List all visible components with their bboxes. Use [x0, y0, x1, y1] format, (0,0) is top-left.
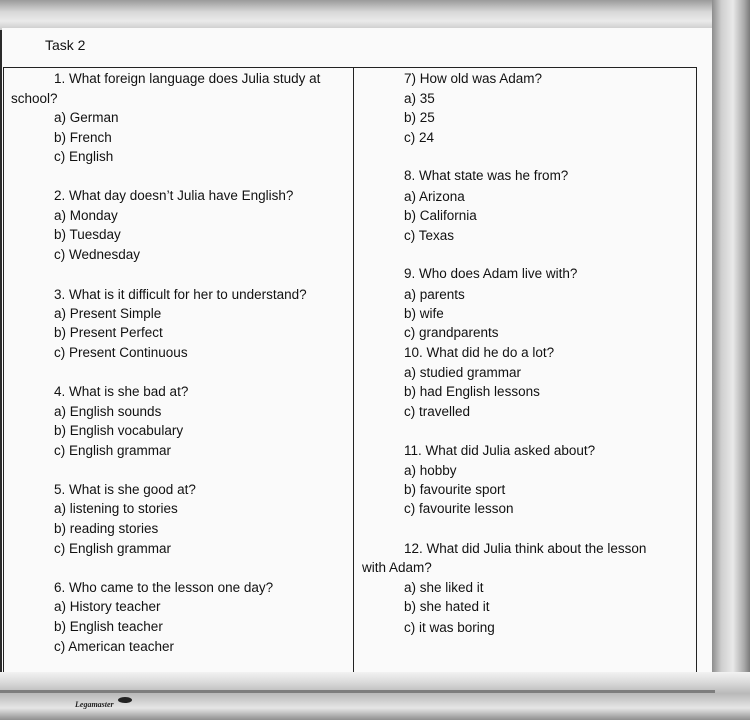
q5-option-b: b) reading stories — [54, 521, 159, 536]
q2-option-b: b) Tuesday — [54, 227, 121, 242]
tray-edge — [0, 690, 715, 693]
q11-option-c: c) favourite lesson — [404, 501, 514, 516]
q4-option-c: c) English grammar — [54, 443, 172, 458]
q5-option-a: a) listening to stories — [54, 501, 178, 516]
q9-option-a: a) parents — [404, 287, 465, 302]
question-9: 9. Who does Adam live with? — [404, 266, 578, 281]
q9-option-c: c) grandparents — [404, 325, 499, 340]
question-5: 5. What is she good at? — [54, 482, 196, 497]
question-8: 8. What state was he from? — [404, 168, 569, 183]
q8-option-a: a) Arizona — [404, 189, 465, 204]
q11-option-b: b) favourite sport — [404, 482, 506, 497]
q1-option-c: c) English — [54, 149, 114, 164]
question-7: 7) How old was Adam? — [404, 71, 543, 86]
question-3: 3. What is it difficult for her to understand? — [54, 287, 307, 302]
whiteboard-tray — [0, 672, 750, 720]
q3-option-a: a) Present Simple — [54, 306, 162, 321]
question-6: 6. Who came to the lesson one day? — [54, 580, 274, 595]
column-divider — [353, 67, 354, 672]
q4-option-b: b) English vocabulary — [54, 423, 184, 438]
q9-option-b: b) wife — [404, 306, 444, 321]
whiteboard-frame-right — [712, 0, 750, 720]
q5-option-c: c) English grammar — [54, 541, 172, 556]
q2-option-c: c) Wednesday — [54, 247, 141, 262]
q8-option-c: c) Texas — [404, 228, 455, 243]
brand-logo: Legamaster — [75, 700, 114, 709]
q2-option-a: a) Monday — [54, 208, 118, 223]
q12-option-c: c) it was boring — [404, 620, 495, 635]
question-1: 1. What foreign language does Julia study at — [54, 71, 321, 86]
q3-option-b: b) Present Perfect — [54, 325, 163, 340]
question-1-cont: school? — [11, 91, 58, 106]
question-10: 10. What did he do a lot? — [404, 345, 555, 360]
q10-option-a: a) studied grammar — [404, 365, 522, 380]
question-12-cont: with Adam? — [362, 560, 432, 575]
question-4: 4. What is she bad at? — [54, 384, 189, 399]
q7-option-a: a) 35 — [404, 91, 435, 106]
q7-option-c: c) 24 — [404, 130, 435, 145]
q6-option-a: a) History teacher — [54, 599, 161, 614]
q6-option-c: c) American teacher — [54, 639, 175, 654]
q1-option-a: a) German — [54, 110, 119, 125]
q10-option-b: b) had English lessons — [404, 384, 540, 399]
brand-logo-mark — [118, 697, 132, 703]
q8-option-b: b) California — [404, 208, 477, 223]
question-11: 11. What did Julia asked about? — [404, 443, 596, 458]
q7-option-b: b) 25 — [404, 110, 435, 125]
q11-option-a: a) hobby — [404, 463, 457, 478]
q3-option-c: c) Present Continuous — [54, 345, 188, 360]
q10-option-c: c) travelled — [404, 404, 471, 419]
question-12: 12. What did Julia think about the lesson — [404, 541, 647, 556]
task-title: Task 2 — [45, 37, 86, 53]
q12-option-a: a) she liked it — [404, 580, 484, 595]
q6-option-b: b) English teacher — [54, 619, 163, 634]
q12-option-b: b) she hated it — [404, 599, 490, 614]
whiteboard-frame-top — [0, 0, 750, 30]
q1-option-b: b) French — [54, 130, 112, 145]
q4-option-a: a) English sounds — [54, 404, 162, 419]
question-2: 2. What day doesn’t Julia have English? — [54, 188, 294, 203]
